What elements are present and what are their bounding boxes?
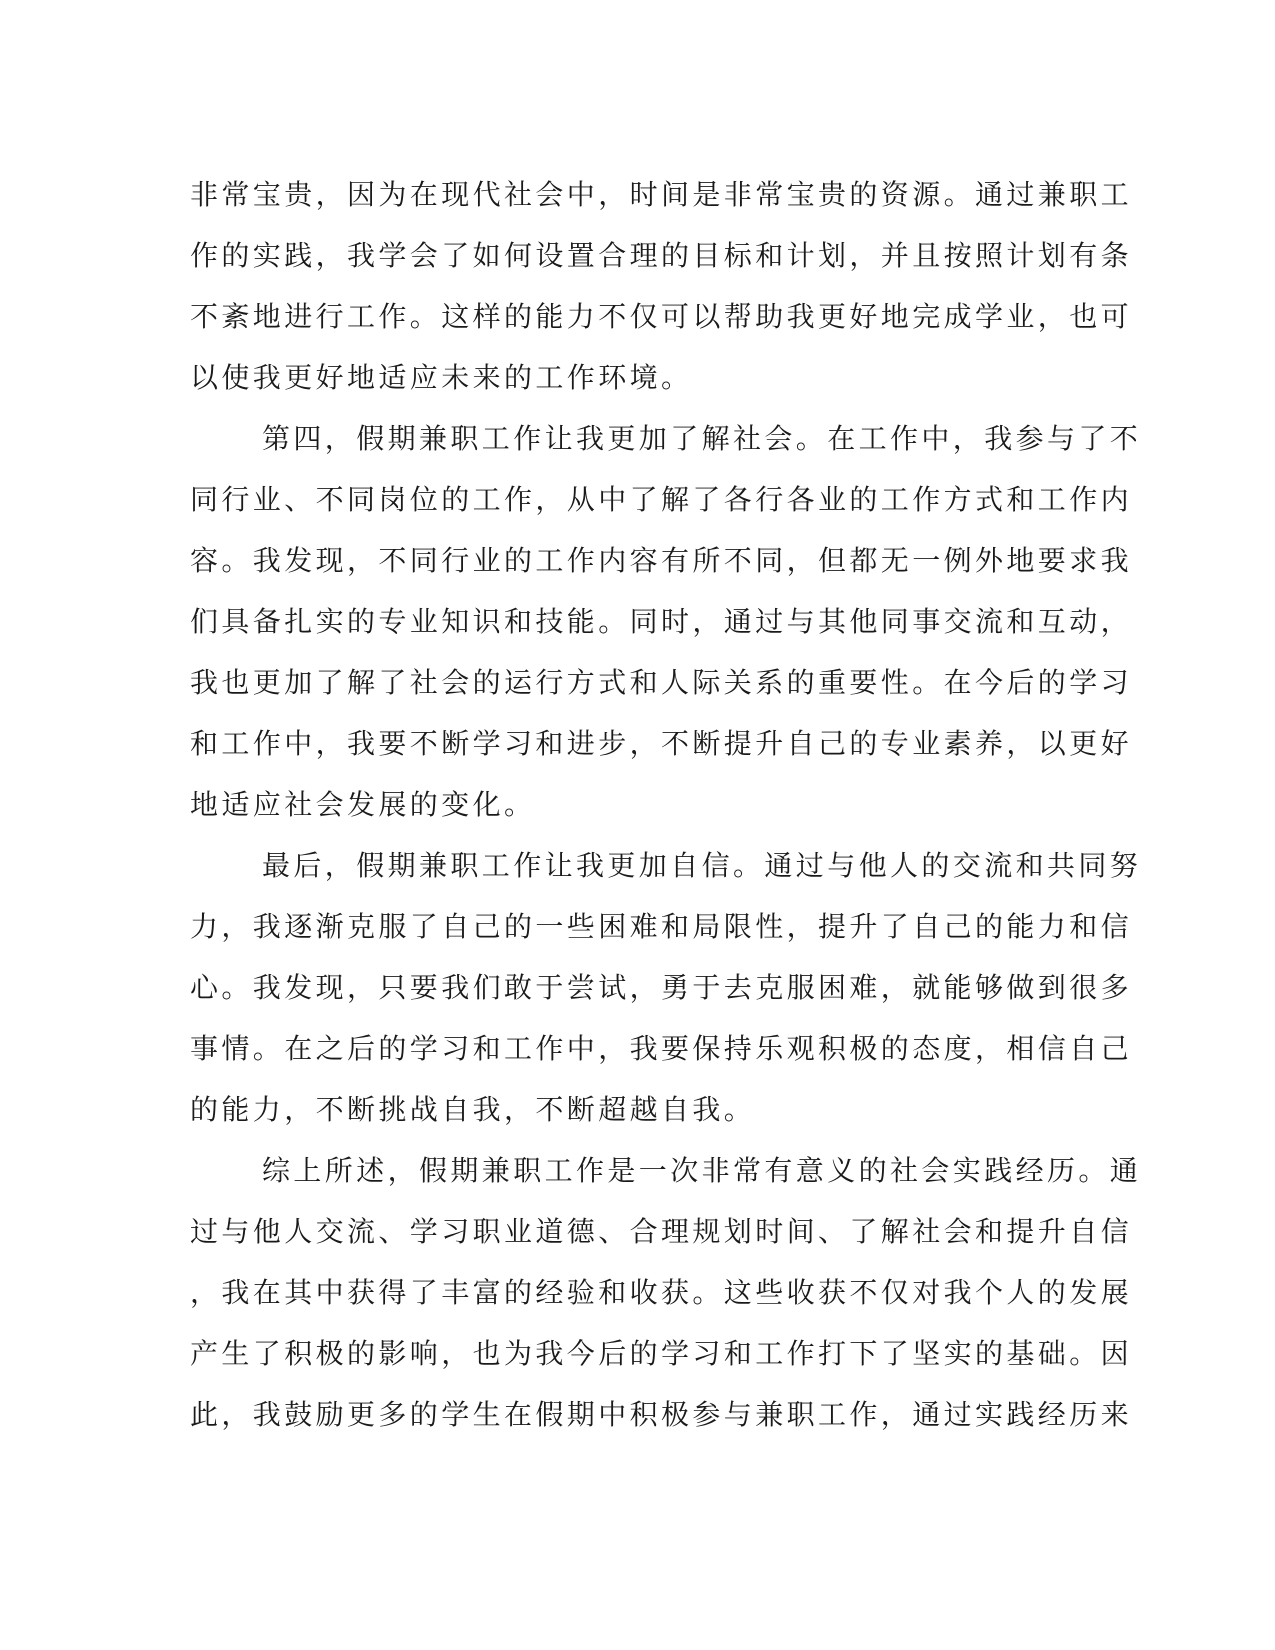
text-line: 过与他人交流、学习职业道德、合理规划时间、了解社会和提升自信 (190, 1215, 1133, 1248)
text-line: 力，我逐渐克服了自己的一些困难和局限性，提升了自己的能力和信 (190, 910, 1133, 943)
text-line: 同行业、不同岗位的工作，从中了解了各行各业的工作方式和工作内 (190, 483, 1133, 516)
text-line: 产生了积极的影响，也为我今后的学习和工作打下了坚实的基础。因 (190, 1337, 1133, 1370)
text-line: 事情。在之后的学习和工作中，我要保持乐观积极的态度，相信自己 (190, 1032, 1133, 1065)
text-line: 非常宝贵，因为在现代社会中，时间是非常宝贵的资源。通过兼职工 (190, 178, 1133, 211)
text-line: 以使我更好地适应未来的工作环境。 (190, 361, 693, 394)
text-line: 地适应社会发展的变化。 (190, 788, 536, 821)
text-line: 作的实践，我学会了如何设置合理的目标和计划，并且按照计划有条 (190, 239, 1133, 272)
text-line: 我也更加了解了社会的运行方式和人际关系的重要性。在今后的学习 (190, 666, 1133, 699)
text-line: 不紊地进行工作。这样的能力不仅可以帮助我更好地完成学业，也可 (190, 300, 1133, 333)
text-line: 们具备扎实的专业知识和技能。同时，通过与其他同事交流和互动， (190, 605, 1133, 638)
paragraph-first-line: 第四，假期兼职工作让我更加了解社会。在工作中，我参与了不 (262, 422, 1142, 455)
paragraph-first-line: 最后，假期兼职工作让我更加自信。通过与他人的交流和共同努 (262, 849, 1142, 882)
text-line: 容。我发现，不同行业的工作内容有所不同，但都无一例外地要求我 (190, 544, 1133, 577)
text-line: ，我在其中获得了丰富的经验和收获。这些收获不仅对我个人的发展 (190, 1276, 1133, 1309)
text-line: 和工作中，我要不断学习和进步，不断提升自己的专业素养，以更好 (190, 727, 1133, 760)
text-line: 的能力，不断挑战自我，不断超越自我。 (190, 1093, 756, 1126)
text-line: 心。我发现，只要我们敢于尝试，勇于去克服困难，就能够做到很多 (190, 971, 1133, 1004)
text-line: 此，我鼓励更多的学生在假期中积极参与兼职工作，通过实践经历来 (190, 1398, 1133, 1431)
body-text (190, 164, 1142, 1445)
paragraph-first-line: 综上所述，假期兼职工作是一次非常有意义的社会实践经历。通 (262, 1154, 1142, 1187)
